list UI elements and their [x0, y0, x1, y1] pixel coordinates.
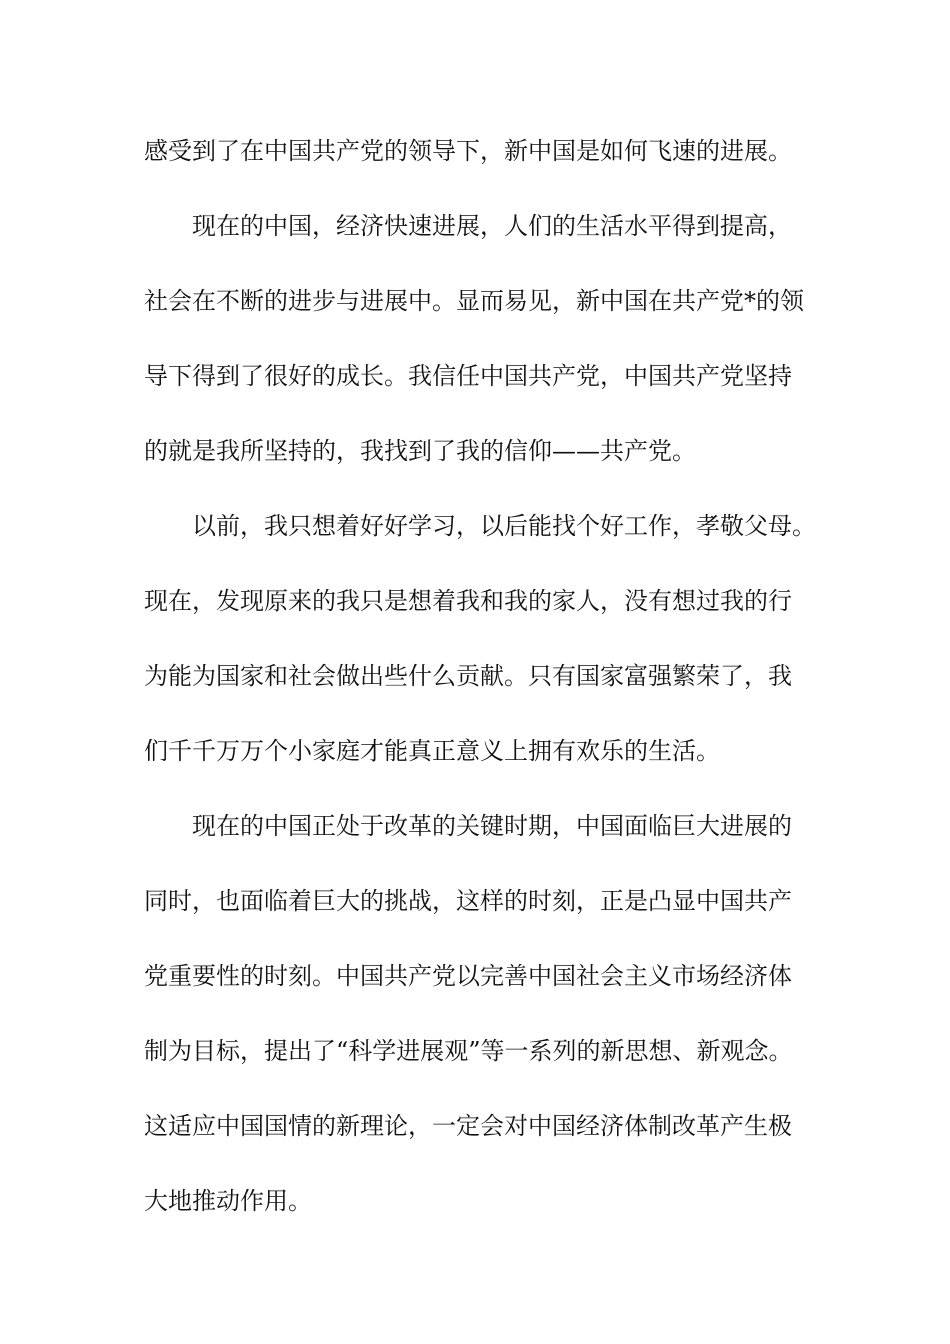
paragraph-first-line: 现在的中国，经济快速进展，人们的生活水平得到提高，	[192, 212, 792, 240]
text-line: 感受到了在中国共产党的领导下，新中国是如何飞速的进展。	[144, 137, 792, 165]
paragraph-first-line: 现在的中国正处于改革的关键时期，中国面临巨大进展的	[192, 812, 792, 840]
text-line: 们千千万万个小家庭才能真正意义上拥有欢乐的生活。	[144, 737, 720, 765]
text-line: 大地推动作用。	[144, 1187, 312, 1215]
text-line: 这适应中国国情的新理论，一定会对中国经济体制改革产生极	[144, 1112, 792, 1140]
text-line: 为能为国家和社会做出些什么贡献。只有国家富强繁荣了，我	[144, 662, 792, 690]
text-line: 现在，发现原来的我只是想着我和我的家人，没有想过我的行	[144, 587, 792, 615]
paragraph-first-line: 以前，我只想着好好学习，以后能找个好工作，孝敬父母。	[192, 512, 816, 540]
text-line: 党重要性的时刻。中国共产党以完善中国社会主义市场经济体	[144, 962, 792, 990]
text-line: 同时，也面临着巨大的挑战，这样的时刻，正是凸显中国共产	[144, 887, 792, 915]
text-line: 社会在不断的进步与进展中。显而易见，新中国在共产党*的领	[144, 287, 804, 315]
text-line: 导下得到了很好的成长。我信任中国共产党，中国共产党坚持	[144, 362, 792, 390]
text-line: 制为目标，提出了“科学进展观”等一系列的新思想、新观念。	[144, 1037, 793, 1065]
text-line: 的就是我所坚持的，我找到了我的信仰——共产党。	[144, 437, 696, 465]
